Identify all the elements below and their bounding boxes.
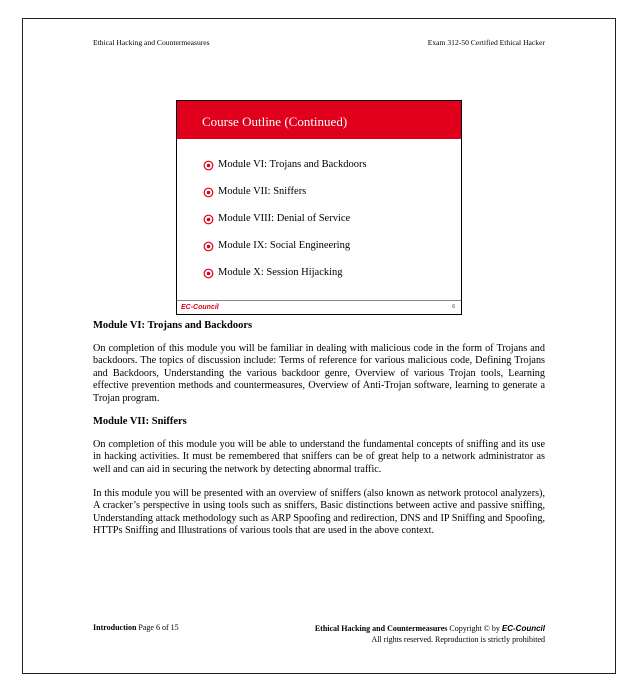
header-right: Exam 312-50 Certified Ethical Hacker [427, 38, 545, 47]
circle-bullet-icon [203, 241, 214, 252]
slide-module-list [203, 159, 367, 294]
slide-footer-divider [177, 300, 461, 301]
slide-module-item [203, 213, 367, 240]
circle-bullet-icon [203, 268, 214, 279]
slide-module-item [203, 186, 367, 213]
footer-left [93, 623, 179, 632]
footer-copyright: Copyright © by [447, 624, 502, 633]
slide-title: Course Outline (Continued) [202, 114, 348, 129]
slide-module-label: Module IX: Social Engineering [218, 240, 351, 251]
footer-right [315, 623, 545, 645]
slide-module-label: Module X: Session Hijacking [218, 267, 343, 278]
slide-module-item [203, 240, 367, 267]
slide-module-label: Module VII: Sniffers [218, 186, 307, 197]
slide-page-number: 6 [452, 304, 455, 310]
slide-module-item [203, 267, 367, 294]
slide-module-label: Module VIII: Denial of Service [218, 213, 351, 224]
circle-bullet-icon [203, 187, 214, 198]
circle-bullet-icon [203, 160, 214, 171]
section-paragraph-sniffers-1: On completion of this module you will be able to understand the fundamental concepts of sniffing and its use in hacking activities. It must be remembered that sniffers can be of great help to a network administrator as well and can aid in securing the network by detecting abnormal traffic. [93, 439, 545, 475]
slide-module-label: Module VI: Trojans and Backdoors [218, 159, 367, 170]
slide-brand-logo: EC-Council [181, 304, 219, 311]
slide-module-item [203, 159, 367, 186]
section-paragraph-trojans: On completion of this module you will be familiar in dealing with malicious code in the form of Trojans and backdoors. The topics of discussion include: Terms of reference for various malicious code, Defining Trojans and Backdoors, Understanding the various backdoor genre, Overview of various Trojan tools, Learning effective prevention methods and countermeasures, Overview of Anti-Trojan software, learning to generate a Trojan program. [93, 343, 545, 404]
circle-bullet-icon [203, 214, 214, 225]
footer-brand-logo: EC-Council [501, 624, 545, 633]
section-heading-trojans: Module VI: Trojans and Backdoors [93, 320, 253, 331]
footer-course-title: Ethical Hacking and Countermeasures [314, 624, 448, 633]
slide-title-bar [177, 101, 461, 139]
footer-page-count: Page 6 of 15 [136, 623, 179, 632]
footer-rights: All rights reserved. Reproduction is strictly prohibited [371, 635, 545, 644]
section-paragraph-sniffers-2: In this module you will be presented with an overview of sniffers (also known as network protocol analyzers), A cracker’s perspective in using tools such as sniffers, Basic distinctions between active and passive sniffing, Understanding attack methodology such as ARP Spoofing and redirection, DNS and IP Sniffing and Spoofing, HTTPs Sniffing and Illustrations of various tools that are used in the above context. [93, 488, 545, 537]
slide-image [176, 100, 462, 315]
section-heading-sniffers: Module VII: Sniffers [93, 416, 187, 427]
footer-section-name: Introduction [93, 623, 137, 632]
header-left: Ethical Hacking and Countermeasures [93, 38, 210, 47]
